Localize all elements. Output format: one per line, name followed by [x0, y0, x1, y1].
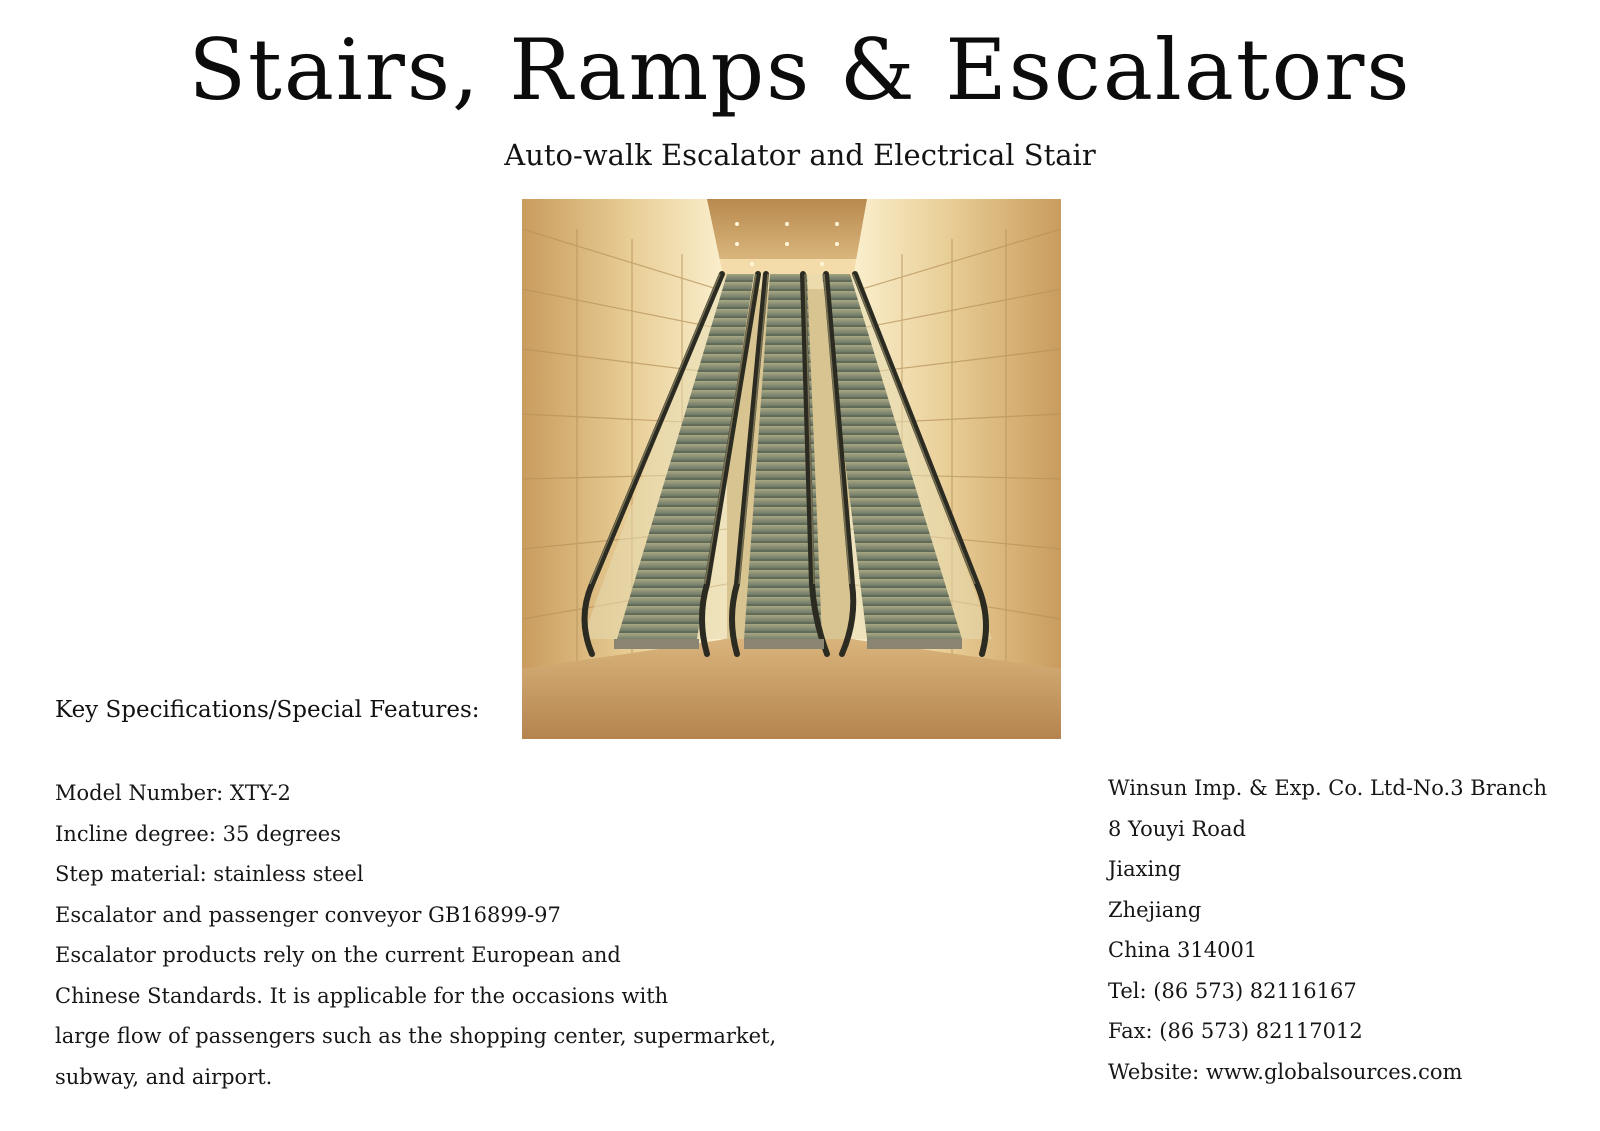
address-country: China 314001	[1108, 938, 1258, 962]
contact-block	[1108, 768, 1588, 1092]
address-province: Zhejiang	[1108, 897, 1202, 922]
phone-number: Tel: (86 573) 82116167	[1108, 978, 1357, 1003]
spec-line: large flow of passengers such as the shopping center, supermarket,	[55, 1024, 777, 1048]
address-city: Jiaxing	[1108, 857, 1182, 881]
fax-number: Fax: (86 573) 82117012	[1108, 1019, 1363, 1043]
specs-heading: Key Specifications/Special Features:	[55, 697, 480, 723]
spec-line: Escalator and passenger conveyor GB16899-97	[55, 902, 561, 927]
spec-line: subway, and airport.	[55, 1064, 273, 1089]
page-subtitle: Auto-walk Escalator and Electrical Stair	[504, 138, 1096, 172]
page-title: Stairs, Ramps & Escalators	[188, 21, 1412, 119]
website-link[interactable]: Website: www.globalsources.com	[1108, 1059, 1463, 1084]
escalator-photo	[522, 199, 1061, 739]
spec-line: Chinese Standards. It is applicable for the occasions with	[55, 983, 669, 1008]
spec-line: Escalator products rely on the current European and	[55, 943, 621, 967]
spec-line: Step material: stainless steel	[55, 862, 364, 886]
spec-line: Model Number: XTY-2	[55, 781, 291, 805]
spec-line: Incline degree: 35 degrees	[55, 821, 341, 846]
company-name: Winsun Imp. & Exp. Co. Ltd-No.3 Branch	[1108, 776, 1548, 800]
specs-list	[55, 773, 775, 1097]
address-street: 8 Youyi Road	[1108, 816, 1246, 841]
